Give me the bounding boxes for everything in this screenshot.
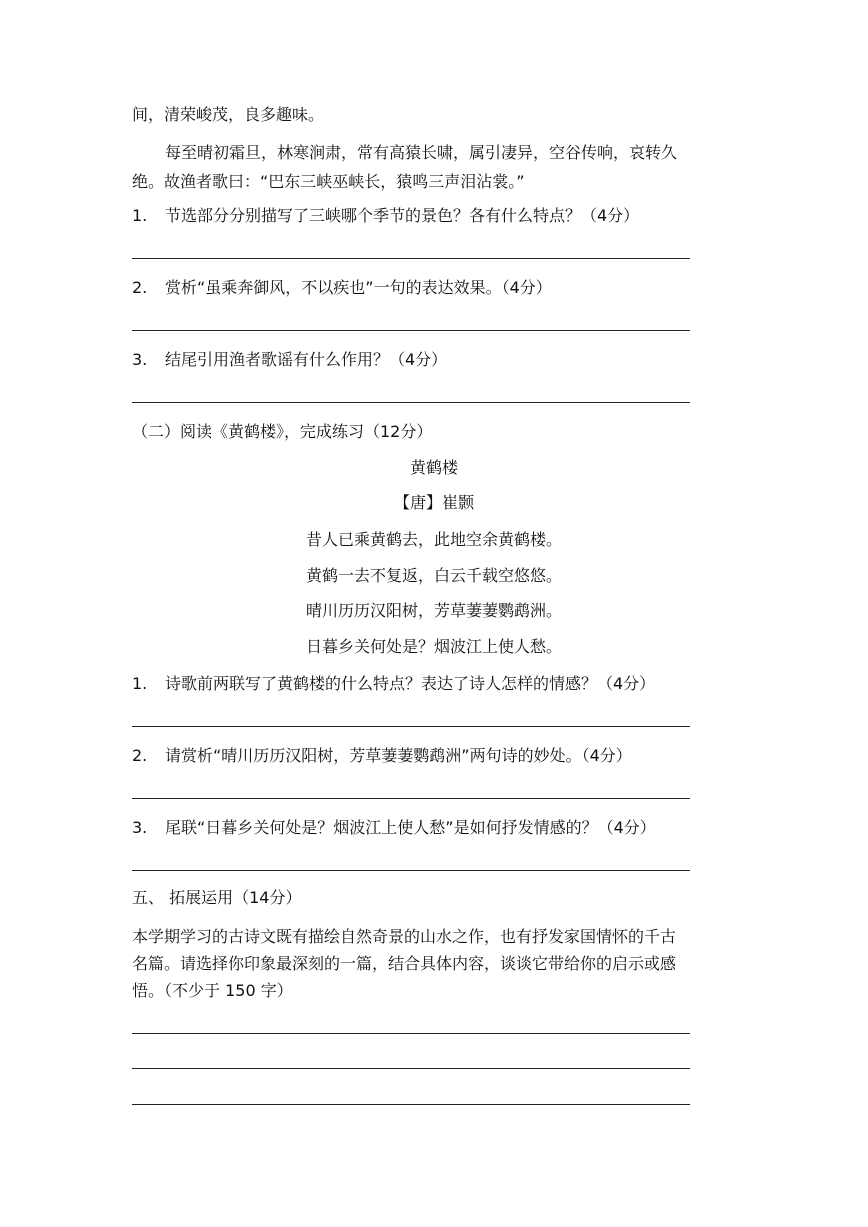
question-text: 尾联“日暮乡关何处是？烟波江上使人愁”是如何抒发情感的？（4分） xyxy=(165,818,656,837)
answer-line[interactable] xyxy=(132,1068,690,1069)
poem-title: 黄鹤楼 xyxy=(409,458,458,477)
question-item xyxy=(132,277,552,299)
poem-line: 日暮乡关何处是？烟波江上使人愁。 xyxy=(305,637,562,656)
question-number: 2. xyxy=(132,746,148,765)
passage-line: 每至晴初霜旦，林寒涧肃，常有高猿长啸，属引凄异，空谷传响，哀转久 xyxy=(165,143,678,162)
answer-line[interactable] xyxy=(132,330,690,331)
poem-author: 【唐】崔颢 xyxy=(393,493,474,512)
question-text: 节选部分分别描写了三峡哪个季节的景色？各有什么特点？（4分） xyxy=(165,206,640,225)
answer-line[interactable] xyxy=(132,258,690,259)
question-item xyxy=(132,349,447,371)
question-item xyxy=(132,745,632,767)
question-number: 1. xyxy=(132,674,148,693)
question-number: 3. xyxy=(132,350,148,369)
question-item xyxy=(132,817,656,839)
poem-line: 晴川历历汉阳树，芳草萋萋鹦鹉洲。 xyxy=(305,601,562,620)
answer-line[interactable] xyxy=(132,1104,690,1105)
question-number: 2. xyxy=(132,278,148,297)
passage-line: 间，清荣峻茂，良多趣味。 xyxy=(132,105,325,124)
question-text: 结尾引用渔者歌谣有什么作用？（4分） xyxy=(165,350,448,369)
question-text: 诗歌前两联写了黄鹤楼的什么特点？表达了诗人怎样的情感？（4分） xyxy=(165,674,656,693)
question-item xyxy=(132,205,639,227)
section-heading: 五、 拓展运用（14分） xyxy=(132,888,302,907)
answer-line[interactable] xyxy=(132,1033,690,1034)
prompt-line: 本学期学习的古诗文既有描绘自然奇景的山水之作，也有抒发家国情怀的千古 xyxy=(132,927,677,946)
prompt-line: 悟。（不少于 150 字） xyxy=(132,981,293,1000)
section-heading: （二）阅读《黄鹤楼》，完成练习（12分） xyxy=(132,422,433,441)
answer-line[interactable] xyxy=(132,402,690,403)
passage-line: 绝。故渔者歌曰：“巴东三峡巫峡长，猿鸣三声泪沾裳。” xyxy=(132,172,525,191)
poem-line: 黄鹤一去不复返，白云千载空悠悠。 xyxy=(305,566,562,585)
question-number: 1. xyxy=(132,206,148,225)
question-item xyxy=(132,673,655,695)
answer-line[interactable] xyxy=(132,870,690,871)
answer-line[interactable] xyxy=(132,726,690,727)
answer-line[interactable] xyxy=(132,798,690,799)
question-text: 请赏析“晴川历历汉阳树，芳草萋萋鹦鹉洲”两句诗的妙处。（4分） xyxy=(165,746,632,765)
question-text: 赏析“虽乘奔御风，不以疾也”一句的表达效果。（4分） xyxy=(165,278,552,297)
question-number: 3. xyxy=(132,818,148,837)
poem-line: 昔人已乘黄鹤去，此地空余黄鹤楼。 xyxy=(305,530,562,549)
prompt-line: 名篇。请选择你印象最深刻的一篇，结合具体内容，谈谈它带给你的启示或感 xyxy=(132,954,677,973)
